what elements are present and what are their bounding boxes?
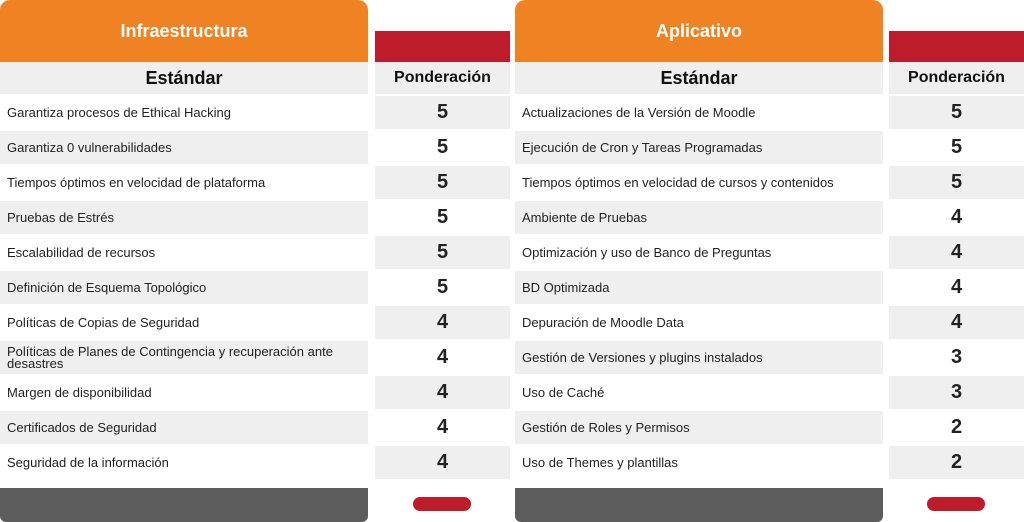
- aplicativo-weight-header: Ponderación: [889, 62, 1024, 96]
- table-row: [889, 446, 1024, 481]
- weight-value: 5: [436, 101, 449, 123]
- table-row: [375, 446, 510, 481]
- table-row: [375, 306, 510, 341]
- table-row: [889, 271, 1024, 306]
- table-row: [515, 131, 883, 166]
- table-row: [515, 236, 883, 271]
- weight-header-bar: [375, 31, 510, 62]
- table-row: [0, 341, 368, 376]
- table-row: [0, 446, 368, 481]
- weight-value: 2: [950, 451, 963, 473]
- standard-label: Gestión de Versiones y plugins instalados: [522, 349, 763, 365]
- infraestructura-standard-header: Estándar: [0, 62, 368, 96]
- standard-label: BD Optimizada: [522, 279, 610, 295]
- table-row: [515, 271, 883, 306]
- weight-value: 5: [950, 136, 963, 158]
- standard-label: Garantiza 0 vulnerabilidades: [7, 139, 172, 155]
- aplicativo-footer-bar: [515, 488, 883, 522]
- standard-label: Tiempos óptimos en velocidad de cursos y contenidos: [522, 174, 834, 190]
- weight-value: 4: [436, 416, 449, 438]
- weight-value: 4: [436, 451, 449, 473]
- table-row: [889, 341, 1024, 376]
- table-row: [0, 201, 368, 236]
- infraestructura-title: Infraestructura: [0, 0, 368, 62]
- weight-value: 5: [436, 241, 449, 263]
- weight-value: 3: [950, 381, 963, 403]
- table-row: [889, 236, 1024, 271]
- standard-label: Uso de Caché: [522, 384, 605, 400]
- standard-label: Actualizaciones de la Versión de Moodle: [522, 104, 756, 120]
- table-row: [0, 411, 368, 446]
- weight-value: 5: [436, 276, 449, 298]
- standard-label: Ambiente de Pruebas: [522, 209, 648, 225]
- standard-label: Certificados de Seguridad: [7, 419, 157, 435]
- standard-label: Optimización y uso de Banco de Preguntas: [522, 244, 772, 260]
- standard-label: Uso de Themes y plantillas: [522, 454, 678, 470]
- weight-value: 5: [436, 136, 449, 158]
- table-row: [0, 96, 368, 131]
- table-row: [889, 306, 1024, 341]
- weight-value: 4: [950, 311, 963, 333]
- table-row: [375, 166, 510, 201]
- infraestructura-footer-pill: [413, 497, 471, 511]
- table-row: [375, 411, 510, 446]
- standard-label: Ejecución de Cron y Tareas Programadas: [522, 139, 763, 155]
- standard-label: Depuración de Moodle Data: [522, 314, 684, 330]
- weight-value: 4: [436, 381, 449, 403]
- weight-value: 4: [950, 206, 963, 228]
- infraestructura-footer-bar: [0, 488, 368, 522]
- table-row: [889, 376, 1024, 411]
- table-row: [515, 166, 883, 201]
- standard-label: Tiempos óptimos en velocidad de plataforma: [7, 174, 266, 190]
- table-row: [889, 201, 1024, 236]
- standard-label: Políticas de Copias de Seguridad: [7, 314, 200, 330]
- weight-value: 5: [436, 171, 449, 193]
- aplicativo-standard-header: Estándar: [515, 62, 883, 96]
- table-row: [0, 271, 368, 306]
- table-row: [889, 166, 1024, 201]
- aplicativo-weight-column: [889, 0, 1024, 481]
- table-row: [515, 96, 883, 131]
- standard-label: Garantiza procesos de Ethical Hacking: [7, 104, 232, 120]
- table-row: [0, 236, 368, 271]
- table-row: [889, 96, 1024, 131]
- weight-header-bar: [889, 31, 1024, 62]
- table-row: [375, 341, 510, 376]
- standard-label: Gestión de Roles y Permisos: [522, 419, 690, 435]
- table-row: [515, 411, 883, 446]
- standard-label: Políticas de Planes de Contingencia y recuperación ante desastres: [7, 343, 333, 371]
- table-row: [515, 201, 883, 236]
- table-row: [0, 306, 368, 341]
- standard-label: Definición de Esquema Topológico: [7, 279, 207, 295]
- weight-value: 4: [950, 276, 963, 298]
- aplicativo-standard-column: [515, 0, 883, 481]
- weight-value: 4: [436, 346, 449, 368]
- weight-value: 3: [950, 346, 963, 368]
- infraestructura-weight-column: [375, 0, 510, 481]
- table-row: [375, 131, 510, 166]
- table-row: [515, 446, 883, 481]
- table-row: [375, 271, 510, 306]
- weight-value: 2: [950, 416, 963, 438]
- table-row: [375, 96, 510, 131]
- weight-value: 5: [950, 101, 963, 123]
- standard-label: Pruebas de Estrés: [7, 209, 114, 225]
- aplicativo-title: Aplicativo: [515, 0, 883, 62]
- table-row: [515, 376, 883, 411]
- table-row: [0, 131, 368, 166]
- table-row: [0, 376, 368, 411]
- table-row: [0, 166, 368, 201]
- weight-value: 5: [436, 206, 449, 228]
- aplicativo-footer-pill: [927, 497, 985, 511]
- infraestructura-weight-header: Ponderación: [375, 62, 510, 96]
- table-row: [515, 341, 883, 376]
- table-row: [515, 306, 883, 341]
- standard-label: Seguridad de la información: [7, 454, 169, 470]
- weight-value: 5: [950, 171, 963, 193]
- standard-label: Escalabilidad de recursos: [7, 244, 156, 260]
- table-row: [889, 411, 1024, 446]
- table-row: [375, 236, 510, 271]
- weight-value: 4: [950, 241, 963, 263]
- infraestructura-standard-column: [0, 0, 368, 481]
- weight-value: 4: [436, 311, 449, 333]
- table-row: [375, 376, 510, 411]
- table-row: [375, 201, 510, 236]
- table-row: [889, 131, 1024, 166]
- standard-label: Margen de disponibilidad: [7, 384, 152, 400]
